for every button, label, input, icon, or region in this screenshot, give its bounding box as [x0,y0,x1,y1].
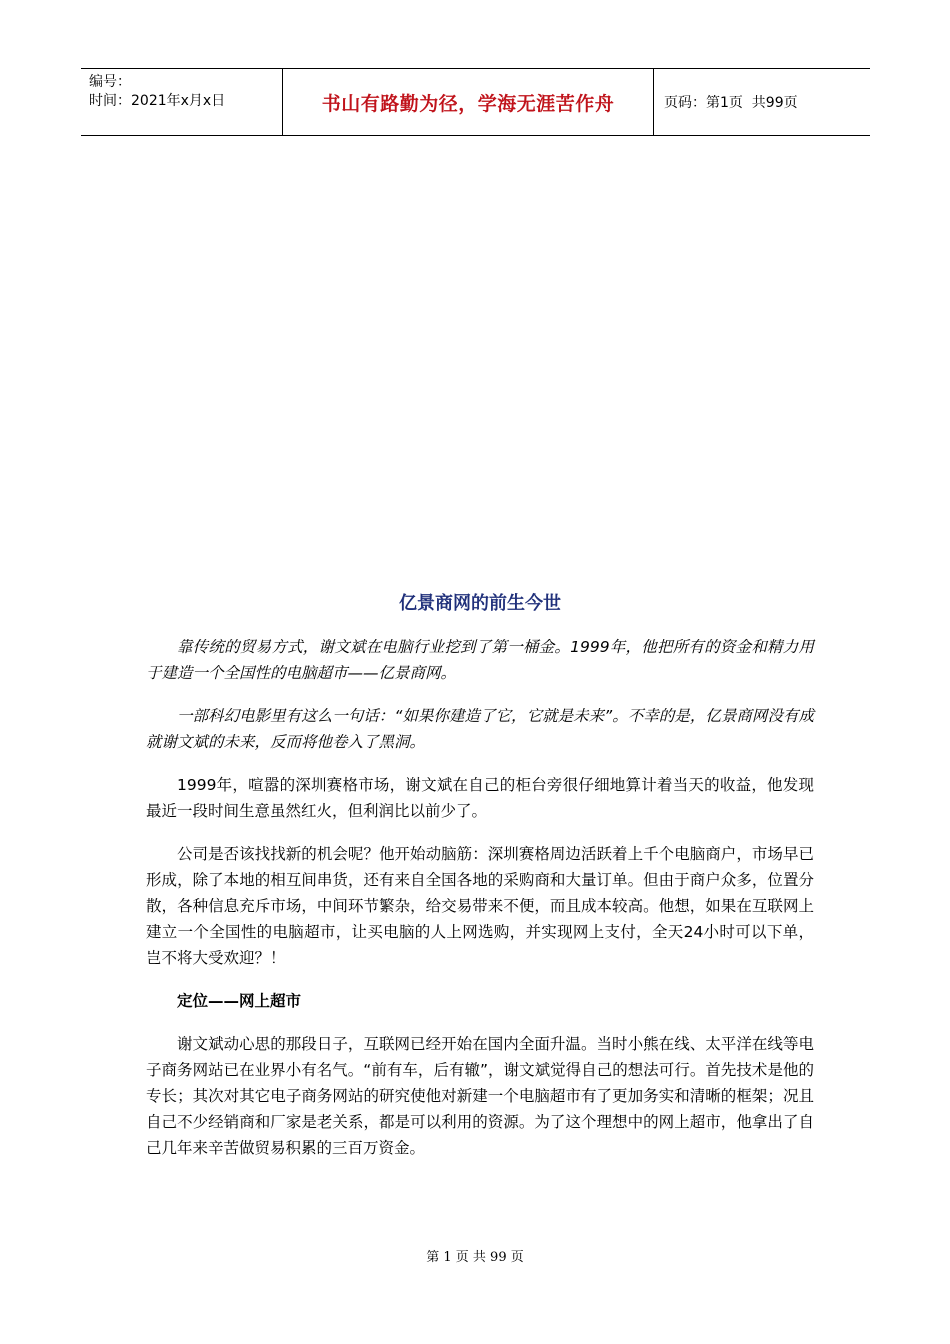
paragraph: 谢文斌动心思的那段日子，互联网已经开始在国内全面升温。当时小熊在线、太平洋在线等电子商务网站已在业界小有名气。“前有车，后有辙”，谢文斌觉得自己的想法可行。首先技术是他的专长；其次对其它电子商务网站的研究使他对新建一个电脑超市有了更加务实和清晰的框架；况且自己不少经销商和厂家是老关系，都是可以利用的资源。为了这个理想中的网上超市，他拿出了自己几年来辛苦做贸易积累的三百万资金。 [146,1035,814,1157]
document-header [81,68,870,136]
page-info-text: 页码：第1页 共99页 [664,95,798,111]
article-title: 亿景商网的前生今世 [399,593,561,614]
time-label: 时间：2021年x月x日 [89,93,226,109]
paragraph: 靠传统的贸易方式，谢文斌在电脑行业挖到了第一桶金。1999年，他把所有的资金和精力用于建造一个全国性的电脑超市——亿景商网。 [146,638,814,682]
paragraph: 公司是否该找找新的机会呢？他开始动脑筋：深圳赛格周边活跃着上千个电脑商户，市场早已形成，除了本地的相互间串货，还有来自全国各地的采购商和大量订单。但由于商户众多，位置分散，各种信息充斥市场，中间环节繁杂，给交易带来不便，而且成本较高。他想，如果在互联网上建立一个全国性的电脑超市，让买电脑的人上网选购，并实现网上支付，全天24小时可以下单，岂不将大受欢迎？！ [146,845,814,967]
code-label: 编号： [89,74,131,90]
section-heading: 定位——网上超市 [177,992,302,1010]
header-motto-cell [282,69,654,135]
header-meta [81,69,282,135]
paragraph: 一部科幻电影里有这么一句话：“如果你建造了它，它就是未来”。不幸的是，亿景商网没有成就谢文斌的未来，反而将他卷入了黑洞。 [146,707,814,751]
header-page-info [654,69,870,135]
page-footer: 第 1 页 共 99 页 [426,1250,524,1265]
motto-text: 书山有路勤为径，学海无涯苦作舟 [321,92,615,115]
paragraph: 1999年，喧嚣的深圳赛格市场，谢文斌在自己的柜台旁很仔细地算计着当天的收益，他发现最近一段时间生意虽然红火，但利润比以前少了。 [146,776,814,820]
article [146,590,814,1178]
